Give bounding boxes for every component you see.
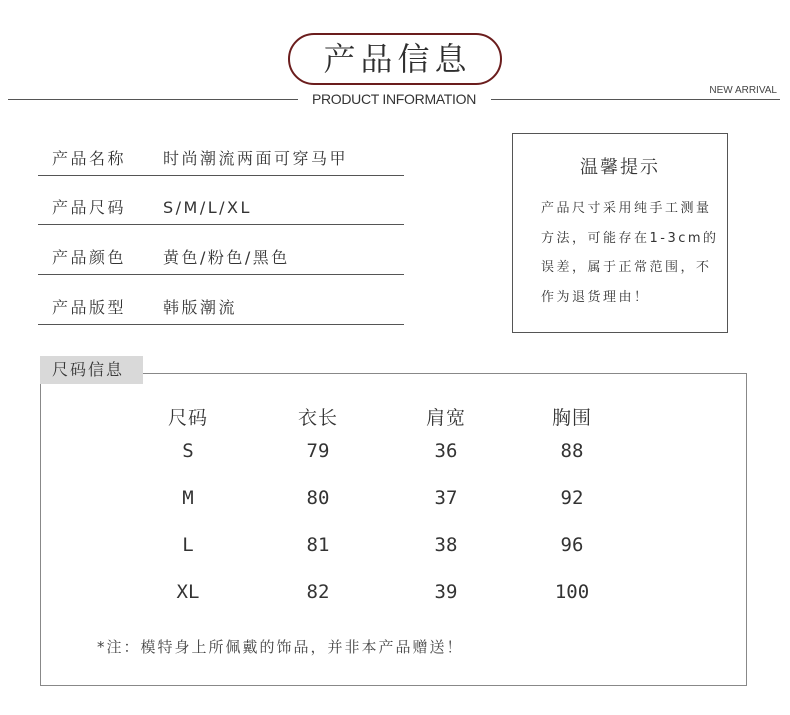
info-value: 时尚潮流两面可穿马甲 [163,149,349,168]
table-cell: 38 [434,534,458,556]
table-header-size: 尺码 [167,407,208,429]
info-label: 产品尺码 [52,198,127,217]
tips-text [541,194,719,312]
info-row-name [38,129,404,176]
table-cell: S [182,440,194,462]
table-cell: 88 [560,440,584,462]
table-cell: L [182,534,194,556]
info-value: S/M/L/XL [163,198,252,217]
tips-line: 误差，属于正常范围，不 [541,260,712,275]
table-header-chest: 胸围 [551,407,592,429]
tips-title: 温馨提示 [580,157,660,178]
table-cell: XL [176,581,200,603]
table-cell: M [182,487,194,509]
table-header-shoulder: 肩宽 [425,407,466,429]
table-cell: 96 [560,534,584,556]
info-row-color [38,228,404,275]
info-row-size [38,178,404,225]
new-arrival-tag: NEW ARRIVAL [709,85,777,96]
table-cell: 92 [560,487,584,509]
table-cell: 37 [434,487,458,509]
page-title: 产品信息 [323,40,472,78]
accessory-note: *注：模特身上所佩戴的饰品，并非本产品赠送！ [97,638,464,656]
table-cell: 36 [434,440,458,462]
table-cell: 39 [434,581,458,603]
info-value: 黄色/粉色/黑色 [163,248,290,267]
header-divider-right [491,99,780,100]
title-pill [288,33,502,85]
tips-box [512,133,728,333]
size-table-tab [40,356,143,384]
table-cell: 81 [306,534,330,556]
tips-line: 作为退货理由！ [541,289,650,305]
page-subtitle: PRODUCT INFORMATION [311,91,477,107]
size-table-tab-label: 尺码信息 [52,360,125,379]
table-cell: 80 [306,487,330,509]
tips-line: 产品尺寸采用纯手工测量 [541,201,712,216]
tips-line: 方法，可能存在1-3cm的 [541,230,719,246]
info-label: 产品颜色 [52,248,127,267]
table-cell: 82 [306,581,330,603]
info-label: 产品名称 [52,149,127,168]
info-row-style [38,278,404,325]
info-value: 韩版潮流 [163,298,238,317]
table-cell: 100 [554,581,590,603]
table-header-length: 衣长 [297,407,338,429]
table-cell: 79 [306,440,330,462]
info-label: 产品版型 [52,298,127,317]
header-divider-left [8,99,298,100]
